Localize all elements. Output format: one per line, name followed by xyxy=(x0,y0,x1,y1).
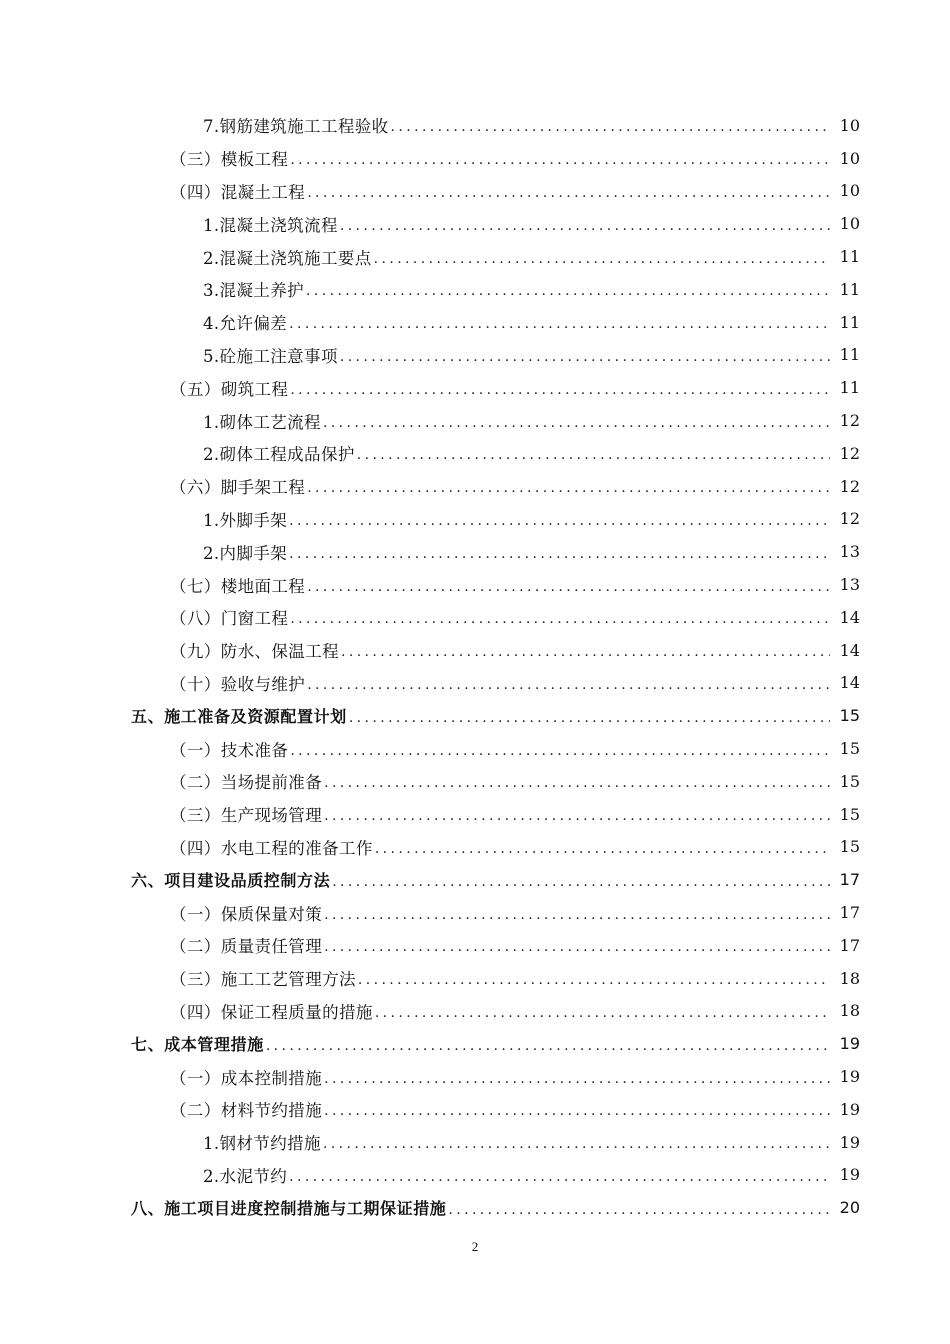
dot-leader xyxy=(358,972,830,988)
dot-leader xyxy=(266,1038,830,1054)
dot-leader xyxy=(324,808,830,824)
toc-entry[interactable] xyxy=(0,667,950,700)
dot-leader xyxy=(290,743,830,759)
dot-leader xyxy=(349,710,830,726)
toc-entry-page: 12 xyxy=(839,443,860,463)
dot-leader xyxy=(307,480,830,496)
toc-entry-page: 12 xyxy=(839,476,860,496)
toc-entry-title: 4.允许偏差 xyxy=(203,314,288,334)
toc-entry[interactable] xyxy=(0,273,950,306)
toc-entry[interactable] xyxy=(0,568,950,601)
toc-entry-page: 11 xyxy=(839,247,860,267)
toc-entry-page: 12 xyxy=(839,509,860,529)
dot-leader xyxy=(289,1169,830,1185)
toc-entry[interactable] xyxy=(0,634,950,667)
dot-leader xyxy=(290,611,830,627)
toc-entry-page: 12 xyxy=(839,411,860,431)
dot-leader xyxy=(324,775,830,791)
toc-entry-title: 2.混凝土浇筑施工要点 xyxy=(203,248,372,268)
dot-leader xyxy=(289,513,830,529)
toc-entry-page: 18 xyxy=(839,1001,860,1021)
dot-leader xyxy=(448,1202,830,1218)
toc-entry[interactable] xyxy=(0,863,950,896)
dot-leader xyxy=(324,1103,830,1119)
dot-leader xyxy=(307,579,830,595)
toc-entry-title: 3.混凝土养护 xyxy=(203,281,305,301)
toc-entry-title: 1.砌体工艺流程 xyxy=(203,412,321,432)
toc-entry-page: 11 xyxy=(839,345,860,365)
toc-entry[interactable] xyxy=(0,1191,950,1224)
dot-leader xyxy=(341,644,830,660)
toc-entry-page: 19 xyxy=(839,1165,860,1185)
toc-entry-page: 15 xyxy=(839,804,860,824)
toc-entry-title: （二）质量责任管理 xyxy=(170,937,323,957)
dot-leader xyxy=(290,382,830,398)
toc-entry-page: 15 xyxy=(839,739,860,759)
dot-leader xyxy=(307,677,830,693)
dot-leader xyxy=(324,907,830,923)
toc-entry[interactable] xyxy=(0,929,950,962)
toc-entry-title: 八、施工项目进度控制措施与工期保证措施 xyxy=(131,1199,447,1219)
toc-entry[interactable] xyxy=(0,732,950,765)
toc-entry-page: 19 xyxy=(839,1067,860,1086)
dot-leader xyxy=(340,349,830,365)
toc-entry-page: 10 xyxy=(839,214,860,234)
toc-entry-title: 七、成本管理措施 xyxy=(131,1035,264,1055)
toc-entry[interactable] xyxy=(0,995,950,1028)
toc-entry-title: 5.砼施工注意事项 xyxy=(203,346,338,366)
toc-entry-page: 15 xyxy=(839,771,860,791)
toc-entry[interactable] xyxy=(0,142,950,175)
toc-entry-page: 10 xyxy=(839,181,860,201)
toc-entry[interactable] xyxy=(0,470,950,503)
toc-entry[interactable] xyxy=(0,306,950,339)
toc-entry-title: （四）混凝土工程 xyxy=(170,182,306,202)
toc-entry-title: 六、项目建设品质控制方法 xyxy=(131,871,331,891)
toc-entry-page: 19 xyxy=(839,1132,860,1152)
toc-entry[interactable] xyxy=(0,503,950,536)
toc-entry-page: 13 xyxy=(839,575,860,595)
toc-entry-title: 1.钢材节约措施 xyxy=(203,1134,321,1154)
toc-entry-title: （三）生产现场管理 xyxy=(170,806,323,826)
toc-entry[interactable] xyxy=(0,962,950,995)
toc-entry-page: 17 xyxy=(839,935,860,955)
dot-leader xyxy=(332,874,830,890)
dot-leader xyxy=(374,251,830,267)
toc-entry-title: （五）砌筑工程 xyxy=(170,379,289,399)
toc-entry[interactable] xyxy=(0,831,950,864)
toc-entry-page: 15 xyxy=(839,706,860,726)
dot-leader xyxy=(340,218,830,234)
toc-entry[interactable] xyxy=(0,404,950,437)
toc-entry[interactable] xyxy=(0,1159,950,1192)
toc-entry-page: 17 xyxy=(839,903,860,923)
toc-entry-title: （九）防水、保温工程 xyxy=(170,642,339,662)
toc-entry-title: 2.内脚手架 xyxy=(203,543,288,563)
toc-entry[interactable] xyxy=(0,207,950,240)
toc-entry-title: （四）水电工程的准备工作 xyxy=(170,838,373,858)
toc-entry-title: （六）脚手架工程 xyxy=(170,478,306,498)
toc-entry-page: 11 xyxy=(839,378,860,398)
dot-leader xyxy=(290,152,830,168)
toc-entry[interactable] xyxy=(0,699,950,732)
toc-entry[interactable] xyxy=(0,1027,950,1060)
dot-leader xyxy=(324,1071,830,1087)
toc-entry-page: 13 xyxy=(839,542,860,562)
toc-entry[interactable] xyxy=(0,1060,950,1093)
toc-entry[interactable] xyxy=(0,535,950,568)
dot-leader xyxy=(375,841,830,857)
toc-entry-page: 14 xyxy=(839,607,860,627)
toc-entry-page: 14 xyxy=(839,640,860,660)
dot-leader xyxy=(289,546,830,562)
page-number: 2 xyxy=(471,1239,479,1254)
toc-entry-title: （三）模板工程 xyxy=(170,150,289,170)
toc-entry[interactable] xyxy=(0,765,950,798)
toc-entry-title: 2.水泥节约 xyxy=(203,1166,288,1186)
toc-entry-page: 11 xyxy=(839,279,860,299)
toc-entry-title: （八）门窗工程 xyxy=(170,609,289,629)
toc-entry-title: （一）成本控制措施 xyxy=(170,1068,323,1088)
toc-entry-page: 19 xyxy=(839,1034,860,1054)
toc-entry-title: （二）当场提前准备 xyxy=(170,773,323,793)
toc-entry-title: 五、施工准备及资源配置计划 xyxy=(131,707,347,727)
toc-entry-title: 1.混凝土浇筑流程 xyxy=(203,215,338,235)
toc-entry[interactable] xyxy=(0,371,950,404)
toc-entry[interactable] xyxy=(0,896,950,929)
toc-entry-title: （十）验收与维护 xyxy=(170,674,306,694)
toc-entry-page: 10 xyxy=(839,148,860,168)
toc-entry-title: 1.外脚手架 xyxy=(203,510,288,530)
toc-entry[interactable] xyxy=(0,339,950,372)
toc-entry-title: （一）技术准备 xyxy=(170,740,289,760)
toc-entry-page: 11 xyxy=(839,312,860,332)
dot-leader xyxy=(289,316,830,332)
toc-entry-title: （二）材料节约措施 xyxy=(170,1101,323,1121)
toc-entry[interactable] xyxy=(0,601,950,634)
toc-entry-title: （七）楼地面工程 xyxy=(170,576,306,596)
toc-entry-page: 14 xyxy=(839,673,860,693)
dot-leader xyxy=(375,1005,830,1021)
toc-entry[interactable] xyxy=(0,175,950,208)
dot-leader xyxy=(323,415,830,431)
dot-leader xyxy=(323,1136,830,1152)
dot-leader xyxy=(357,447,830,463)
table-of-contents xyxy=(0,109,950,1224)
toc-entry[interactable] xyxy=(0,798,950,831)
dot-leader xyxy=(324,939,830,955)
dot-leader xyxy=(307,185,830,201)
toc-entry-page: 17 xyxy=(839,870,860,890)
toc-entry-title: （四）保证工程质量的措施 xyxy=(170,1002,373,1022)
toc-entry[interactable] xyxy=(0,437,950,470)
dot-leader xyxy=(306,283,830,299)
toc-entry[interactable] xyxy=(0,109,950,142)
dot-leader xyxy=(391,119,830,135)
toc-entry-page: 15 xyxy=(839,837,860,857)
toc-entry-title: （三）施工工艺管理方法 xyxy=(170,970,356,990)
toc-entry-page: 18 xyxy=(839,968,860,988)
toc-entry-title: （一）保质保量对策 xyxy=(170,904,323,924)
toc-entry[interactable] xyxy=(0,240,950,273)
toc-entry-title: 2.砌体工程成品保护 xyxy=(203,445,355,465)
toc-entry-page: 20 xyxy=(839,1198,860,1218)
toc-entry-page: 10 xyxy=(839,115,860,135)
toc-entry[interactable] xyxy=(0,1126,950,1159)
toc-entry-title: 7.钢筋建筑施工工程验收 xyxy=(203,117,389,137)
toc-entry[interactable] xyxy=(0,1093,950,1126)
toc-entry-page: 19 xyxy=(839,1099,860,1119)
